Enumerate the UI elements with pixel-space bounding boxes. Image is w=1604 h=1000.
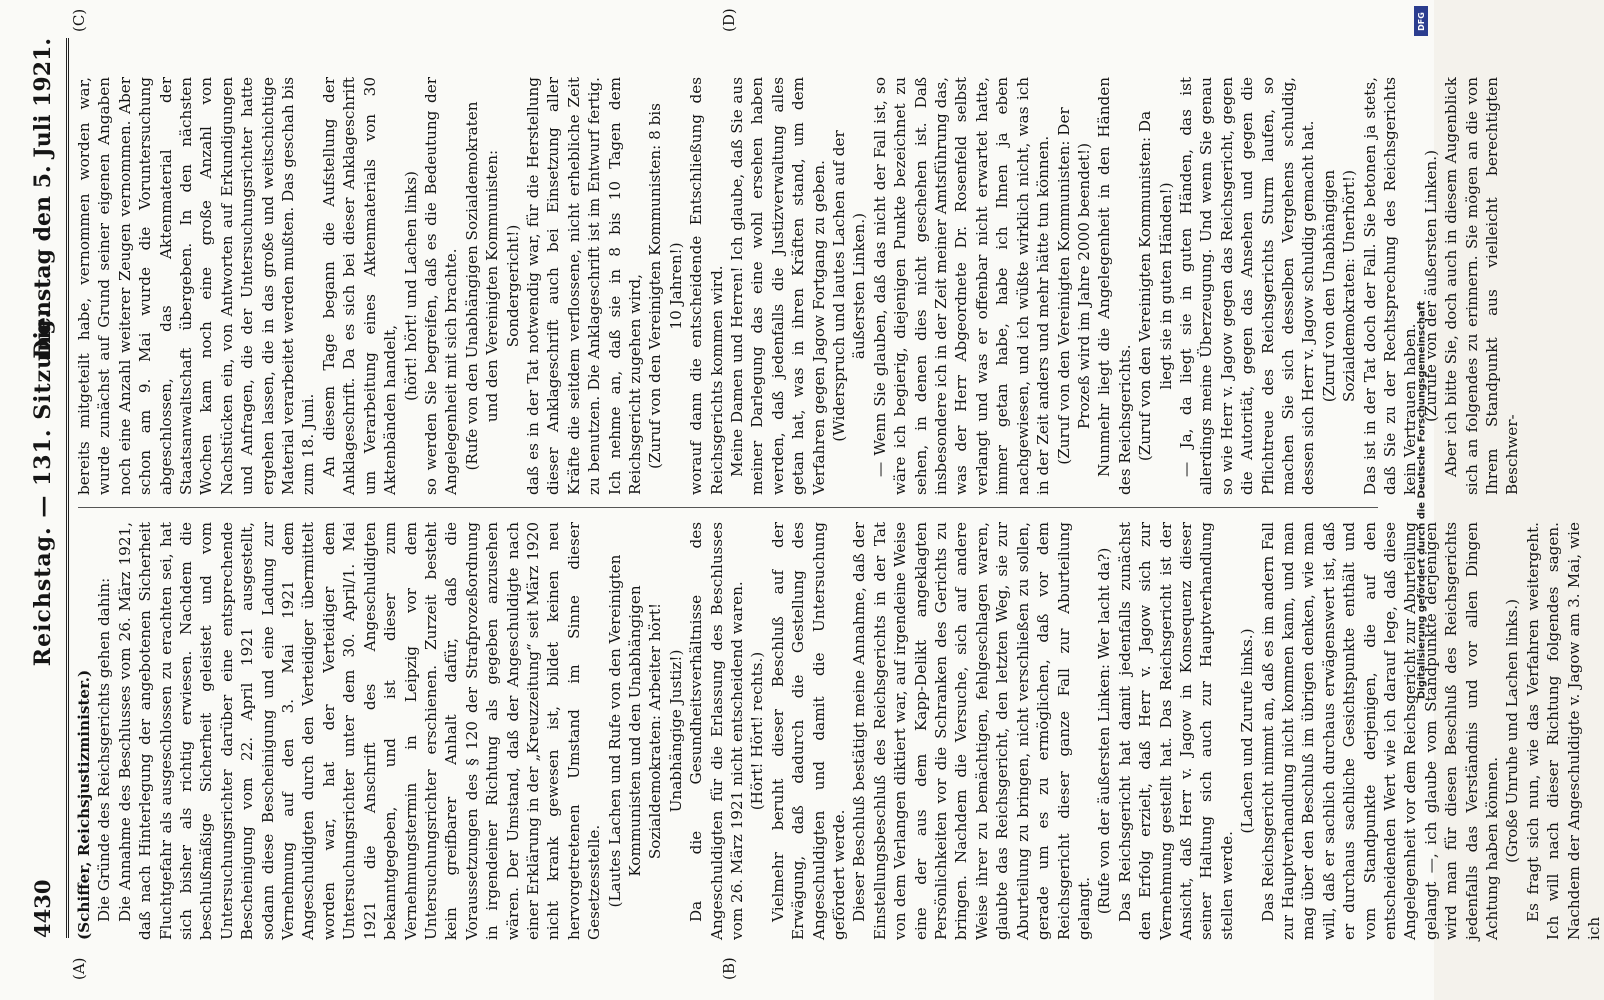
paragraph: — Ja, da liegt sie in guten Händen, das ist allerdings meine Überzeugung. Und wenn Sie genau so wie Herr v. Jagow gegen das Reichsgericht, gegen die Autorität, gegen das Ansehen und gegen die Pflichtreue des Reichsgerichts Sturm laufen, so machen Sie sich desselben Vergehens schuldig, dessen sich Herr v. Jagow schuldig gemacht hat. bbox=[1176, 77, 1318, 495]
interjection: (Zurufe von der äußersten Linken.) bbox=[1421, 149, 1440, 423]
paragraph: Das Reichsgericht hat damit jedenfalls zunächst den Erfolg erzielt, daß Herr v. Jagow sich zur Vernehmung gestellt hat. Das Reichsgericht ist der Ansicht, daß Herr v. Jagow in Konsequenz dieser seiner Haltung sich auch zur Hauptverhandlung stellen werde. bbox=[1115, 522, 1236, 940]
paragraph: Es fragt sich nun, wie das Verfahren weitergeht. Ich will nach dieser Richtung folgendes sagen. Nachdem der Angeschuldigte v. Jagow am 3. Mai, wie ich bbox=[1523, 522, 1604, 940]
paragraph: An diesem Tage begann die Aufstellung der Anklageschrift. Da es sich bei dieser Anklageschrift um Verarbeitung eines Aktenmaterials von 30 Aktenbänden handelt, bbox=[319, 77, 400, 495]
paragraph: Das Reichsgericht nimmt an, daß es im andern Fall zur Hauptverhandlung nicht kommen kann, und man mag über den Beschluß im übrigen denken, wie man will, daß er sachlich durchaus erwägenswert ist, daß er durchaus sachliche Gesichtspunkte enthält und vom Standpunkte derjenigen, die auf den entscheidenden Wert wie ich darauf lege, daß diese Angelegenheit vor dem Reichsgericht zur Aburteilung gelangt —, ich glaube vom Standpunkte derjenigen wird man für diesen Beschluß des Reichsgerichts jedenfalls das Verständnis und vor allen Dingen Achtung haben können. bbox=[1258, 522, 1502, 940]
text-column-left bbox=[74, 522, 1604, 940]
interjection: (Zuruf von den Unabhängigen Sozialdemokraten: Unerhört!) bbox=[1319, 169, 1359, 403]
interjection: (Hört! Hört! rechts.) bbox=[748, 651, 767, 811]
paragraph: Die Gründe des Reichsgerichts gehen dahin: bbox=[95, 577, 114, 922]
interjection: (Zuruf von den Vereinigten Kommunisten: Der Prozeß wird im Jahre 2000 beendet!) bbox=[1054, 107, 1093, 465]
paragraph: Nunmehr liegt die Angelegenheit in den Händen des Reichsgerichts. bbox=[1095, 77, 1134, 495]
paragraph: worauf dann die entscheidende Entschließung des Reichsgerichts kommen wird. bbox=[687, 77, 726, 495]
text-column-right bbox=[74, 77, 1523, 495]
interjection: (Lautes Lachen und Rufe von den Vereinigten Kommunisten und den Unabhängigen Sozialdemokraten: Arbeiter hört! bbox=[605, 554, 665, 908]
paragraph: daß es in der Tat notwendig war, für die Herstellung dieser Anklageschrift auch bei Einsetzung aller Kräfte die seitdem verflossene, nicht erhebliche Zeit zu benutzen. Die Anklageschrift ist im Entwurf fertig. Ich nehme an, daß sie in 8 bis 10 Tagen dem Reichsgericht zugehen wird, bbox=[523, 77, 644, 495]
header-date: Dienstag den 5. Juli 1921. bbox=[30, 38, 56, 359]
interjection: (Zuruf von den Vereinigten Kommunisten: 8 bis 10 Jahren!) bbox=[646, 103, 685, 469]
margin-mark-a: (A) bbox=[70, 957, 88, 980]
paragraph: bereits mitgeteilt habe, vernommen worden war, wurde zunächst auf Grund seiner eigenen Angaben noch eine Anzahl weiterer Zeugen vernommen. Aber schon am 9. Mai wurde die Voruntersuchung abgeschlossen, das Aktenmaterial der Staatsanwaltschaft übergeben. In den nächsten Wochen kam noch eine große Anzahl von Nachstücken ein, von Antworten auf Erkundigungen und Anfragen, die der Untersuchungsrichter hatte ergehen lassen, die in das große und weitschichtige Material verarbeitet werden mußten. Das geschah bis zum 18. Juni. bbox=[75, 77, 318, 495]
interjection: Unabhängige Justiz!) bbox=[666, 649, 685, 813]
interjection: (Rufe von den Unabhängigen Sozialdemokraten und den Vereinigten Kommunisten: Sondergericht!) bbox=[462, 101, 522, 471]
paragraph: Da die Gesundheitsverhältnisse des Angeschuldigten für die Erlassung des Beschlusses vom 26. März 1921 nicht entscheidend waren. bbox=[687, 522, 746, 940]
interjection: (Zuruf von den Vereinigten Kommunisten: Da liegt sie in guten Händen!) bbox=[1136, 110, 1175, 462]
digitization-credit-bar bbox=[1414, 0, 1430, 1000]
dfg-logo-text: DFG bbox=[1416, 11, 1426, 31]
paragraph: Die Annahme des Beschlusses vom 26. März 1921, daß nach Hinterlegung der angebotenen Sicherheit Fluchtgefahr als ausgeschlossen zu erachten sei, hat sich bisher als richtig erwiesen. Nachdem die beschlußmäßige Sicherheit geleistet und vom Untersuchungsrichter darüber eine entsprechende Bescheinigung vom 22. April 1921 ausgestellt, sodann diese Bescheinigung und eine Ladung zur Vernehmung auf den 3. Mai 1921 dem Angeschuldigten durch den Verteidiger übermittelt worden war, hat der Verteidiger dem Untersuchungsrichter unter dem 30. April/1. Mai 1921 die Anschrift des Angeschuldigten bekanntgegeben, und ist dieser zum Vernehmungstermin in Leipzig vor dem Untersuchungsrichter erschienen. Zurzeit besteht kein greifbarer Anhalt dafür, daß die Voraussetzungen des § 120 der Strafprozeßordnung in irgendeiner Richtung als gegeben anzusehen wären. Der Umstand, daß der Angeschuldigte nach einer Erklärung in der „Kreuzzeitung“ seit März 1920 nicht krank gewesen ist, bildet keinen neu hervorgetretenen Umstand im Sinne dieser Gesetzesstelle. bbox=[115, 522, 604, 940]
interjection: (Lachen und Zurufe links.) bbox=[1238, 628, 1257, 834]
paragraph: Dieser Beschluß bestätigt meine Annahme, daß der Einstellungsbeschluß des Reichsgerichts in der Tat von dem Verlangen diktiert war, auf irgendeine Weise eine der aus dem Kapp-Delikt angeklagten Persönlichkeiten vor die Schranken des Gerichts zu bringen. Nachdem die Versuche, sich auf andere Weise ihrer zu bemächtigen, fehlgeschlagen waren, glaubte das Reichsgericht, den letzten Weg, sie zur Aburteilung zu bringen, nicht verschließen zu sollen, gerade um es zu ermöglichen, daß vor dem Reichsgericht dieser ganze Fall zur Aburteilung gelangt. bbox=[850, 522, 1093, 940]
paragraph: — Wenn Sie glauben, daß das nicht der Fall ist, so wäre ich begierig, diejenigen Punkte bezeichnet zu sehen, in denen dies nicht geschehen ist. Daß insbesondere ich in der Zeit meiner Amtsführung das, was der Herr Abgeordnete Dr. Rosenfeld selbst verlangt und was er offenbar nicht erwartet hatte, immer getan habe, habe ich Ihnen ja eben nachgewiesen, und ich wüßte wirklich nicht, was ich in der Zeit anders und mehr hätte tun können. bbox=[870, 77, 1053, 495]
margin-mark-b: (B) bbox=[720, 957, 738, 980]
page-number: 4430 bbox=[30, 879, 55, 938]
header-title: Reichstag. — 131. Sitzung. bbox=[30, 309, 56, 667]
column-divider bbox=[78, 507, 1378, 508]
paragraph: Meine Damen und Herren! Ich glaube, daß Sie aus meiner Darlegung das eine wohl ersehen haben werden, daß jedenfalls die Justizverwaltung alles getan hat, was in ihren Kräften stand, um dem Verfahren gegen Jagow Fortgang zu geben. bbox=[728, 77, 828, 495]
page-header bbox=[28, 38, 69, 938]
speaker-line: (Schiffer, Reichsjustizminister.) bbox=[75, 669, 93, 940]
interjection: (hört! hört! und Lachen links) bbox=[401, 171, 420, 401]
dfg-logo bbox=[1414, 6, 1428, 36]
interjection: (Rufe von der äußersten Linken: Wer lacht da?) bbox=[1095, 547, 1114, 915]
interjection: (Große Unruhe und Lachen links.) bbox=[1503, 598, 1522, 864]
paragraph: Vielmehr beruht dieser Beschluß auf der Erwägung, daß dadurch die Gestellung des Angeschuldigten und damit die Untersuchung gefördert werde. bbox=[768, 522, 849, 940]
digitization-credit-text: Digitalisierung gefördert durch die Deutsche Forschungsgemeinschaft bbox=[1416, 301, 1428, 699]
margin-mark-d: (D) bbox=[720, 8, 738, 32]
paragraph: Aber ich bitte Sie, doch auch in diesem Augenblick sich an folgendes zu erinnern. Sie mögen an die von Ihrem Standpunkt aus vielleicht berechtigten Beschwer- bbox=[1442, 77, 1522, 495]
interjection: (Widerspruch und lautes Lachen auf der äußersten Linken.) bbox=[830, 130, 869, 442]
paragraph: so werden Sie begreifen, daß es die Bedeutung der Angelegenheit mit sich brachte. bbox=[421, 77, 461, 495]
paragraph: Das ist in der Tat doch der Fall. Sie betonen ja stets, daß Sie zu der Rechtsprechung des Reichsgerichts kein Vertrauen haben. bbox=[1360, 77, 1420, 495]
margin-mark-c: (C) bbox=[70, 8, 88, 32]
